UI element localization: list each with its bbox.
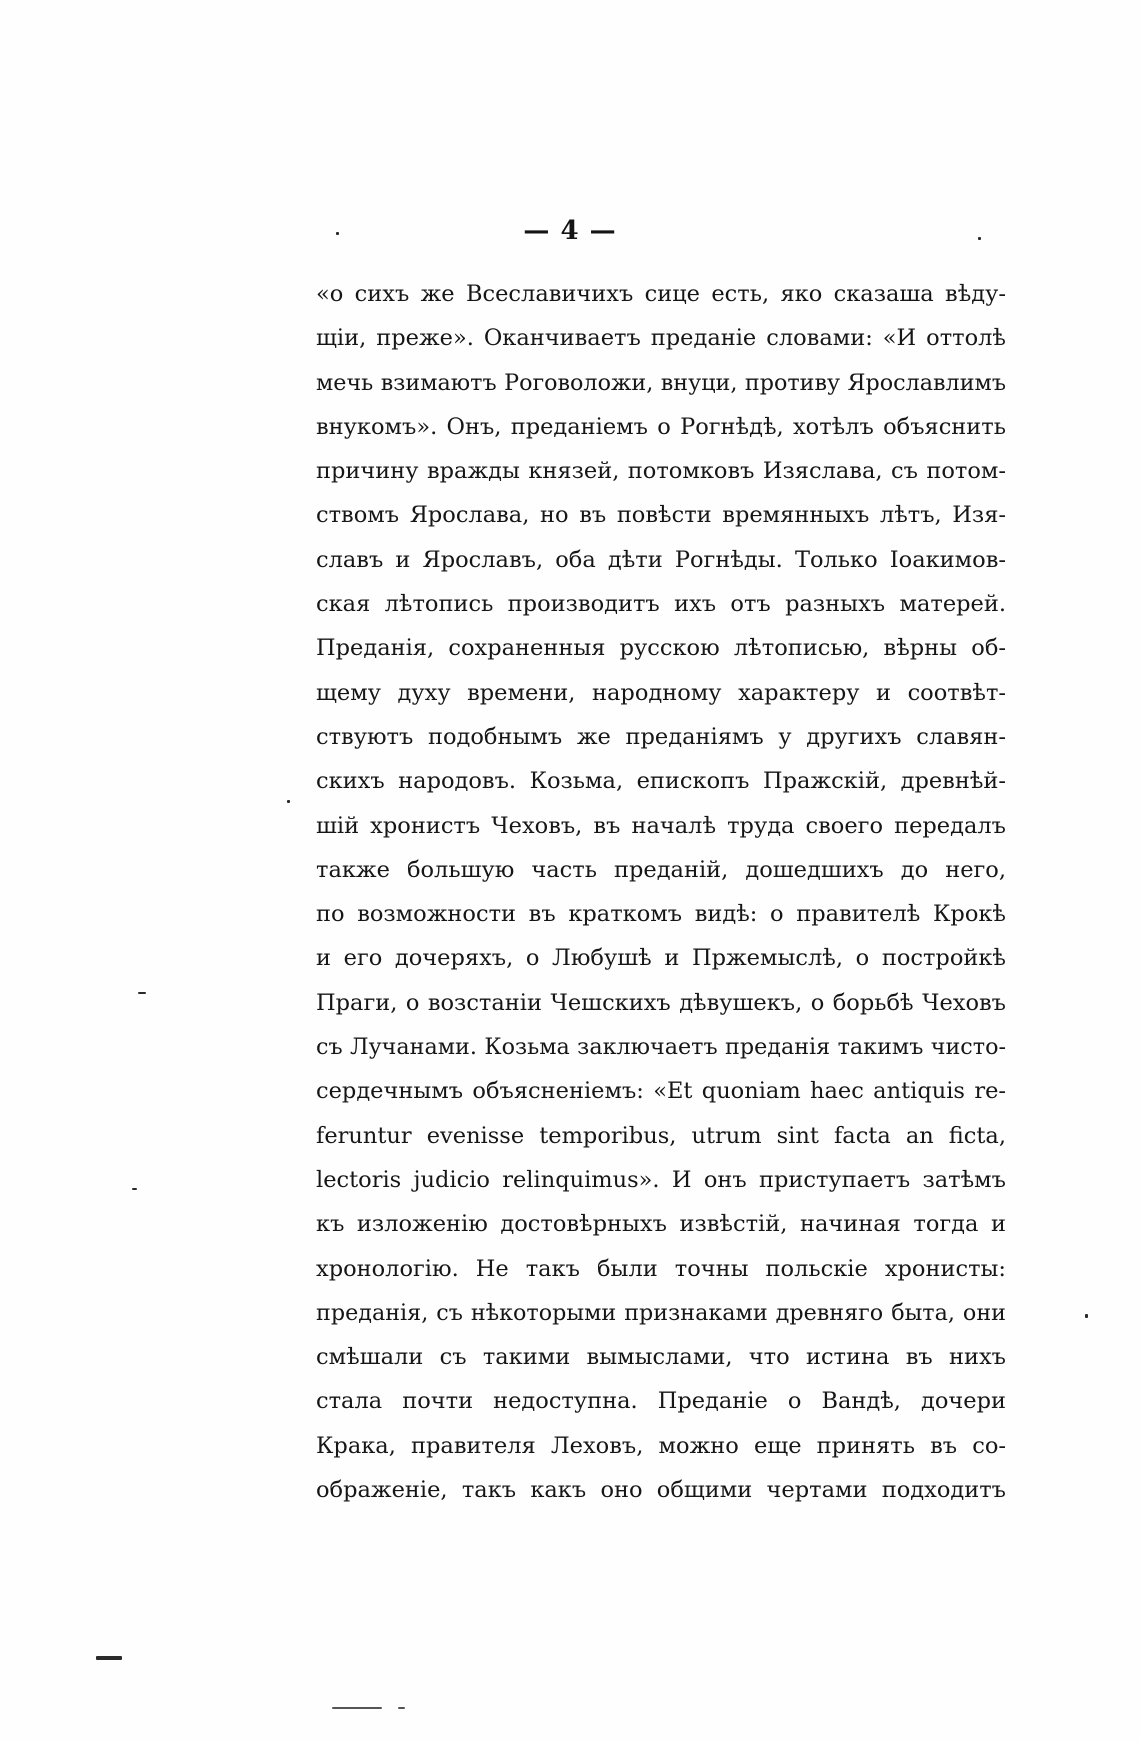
- text-line: внукомъ». Онъ, преданіемъ о Рогнѣдѣ, хотѣлъ объяснить: [316, 413, 1006, 440]
- text-line: feruntur evenisse temporibus, utrum sint facta an ficta,: [316, 1122, 1006, 1149]
- text-line: по возможности въ краткомъ видѣ: о правителѣ Крокѣ: [316, 901, 1006, 928]
- text-line: Крака, правителя Леховъ, можно еще принять въ со-: [316, 1432, 1006, 1459]
- text-line: ская лѣтопись производитъ ихъ отъ разныхъ матерей.: [316, 591, 1006, 618]
- scan-speck: [287, 800, 290, 803]
- text-line: ображеніе, такъ какъ оно общими чертами подходитъ: [316, 1477, 1006, 1504]
- text-line: ствомъ Ярослава, но въ повѣсти времянныхъ лѣтъ, Изя-: [316, 502, 1006, 529]
- scan-speck: [1085, 1314, 1088, 1318]
- text-line: шій хронистъ Чеховъ, въ началѣ труда своего передалъ: [316, 812, 1006, 839]
- text-line: также большую часть преданій, дошедшихъ до него,: [316, 856, 1006, 883]
- text-line: стала почти недоступна. Преданіе о Вандѣ, дочери: [316, 1388, 1006, 1415]
- text-line: Праги, о возстаніи Чешскихъ дѣвушекъ, о борьбѣ Чеховъ: [316, 989, 1006, 1016]
- text-line: lectoris judicio relinquimus». И онъ приступаетъ затѣмъ: [316, 1166, 1006, 1193]
- body-text: [316, 272, 1006, 1512]
- text-line: съ Лучанами. Козьма заключаетъ преданія такимъ чисто-: [316, 1034, 1006, 1061]
- text-line: преданія, съ нѣкоторыми признаками древняго быта, они: [316, 1299, 1006, 1326]
- page-number: — 4 —: [523, 216, 617, 246]
- scan-speck: [138, 992, 146, 994]
- text-line: славъ и Ярославъ, оба дѣти Рогнѣды. Только Іоакимов-: [316, 546, 1006, 573]
- scan-speck: [336, 232, 339, 235]
- text-line: причину вражды князей, потомковъ Изяслава, съ потом-: [316, 458, 1006, 485]
- scan-speck: [332, 1707, 382, 1709]
- text-line: ствуютъ подобнымъ же преданіямъ у другихъ славян-: [316, 723, 1006, 750]
- scan-speck: [132, 1188, 137, 1190]
- scan-speck: [398, 1707, 405, 1709]
- text-line: Преданія, сохраненныя русскою лѣтописью, вѣрны об-: [316, 635, 1006, 662]
- text-line: «о сихъ же Всеславичихъ сице есть, яко сказаша вѣду-: [316, 281, 1006, 307]
- text-line: щіи, преже». Оканчиваетъ преданіе словами: «И оттолѣ: [316, 325, 1006, 352]
- text-line: мечь взимаютъ Роговоложи, внуци, противу Ярославлимъ: [316, 369, 1006, 396]
- text-line: и его дочеряхъ, о Любушѣ и Пржемыслѣ, о постройкѣ: [316, 945, 1006, 972]
- scan-speck: [978, 237, 981, 240]
- text-line: скихъ народовъ. Козьма, епископъ Пражскій, древнѣй-: [316, 768, 1006, 795]
- text-line: щему духу времени, народному характеру и соотвѣт-: [316, 679, 1006, 706]
- scan-speck: [96, 1656, 122, 1660]
- text-line: хронологію. Не такъ были точны польскіе хронисты:: [316, 1255, 1006, 1282]
- text-line: смѣшали съ такими вымыслами, что истина въ нихъ: [316, 1344, 1006, 1371]
- text-line: къ изложенію достовѣрныхъ извѣстій, начиная тогда и: [316, 1211, 1006, 1238]
- text-line: сердечнымъ объясненіемъ: «Et quoniam haec antiquis re-: [316, 1078, 1006, 1105]
